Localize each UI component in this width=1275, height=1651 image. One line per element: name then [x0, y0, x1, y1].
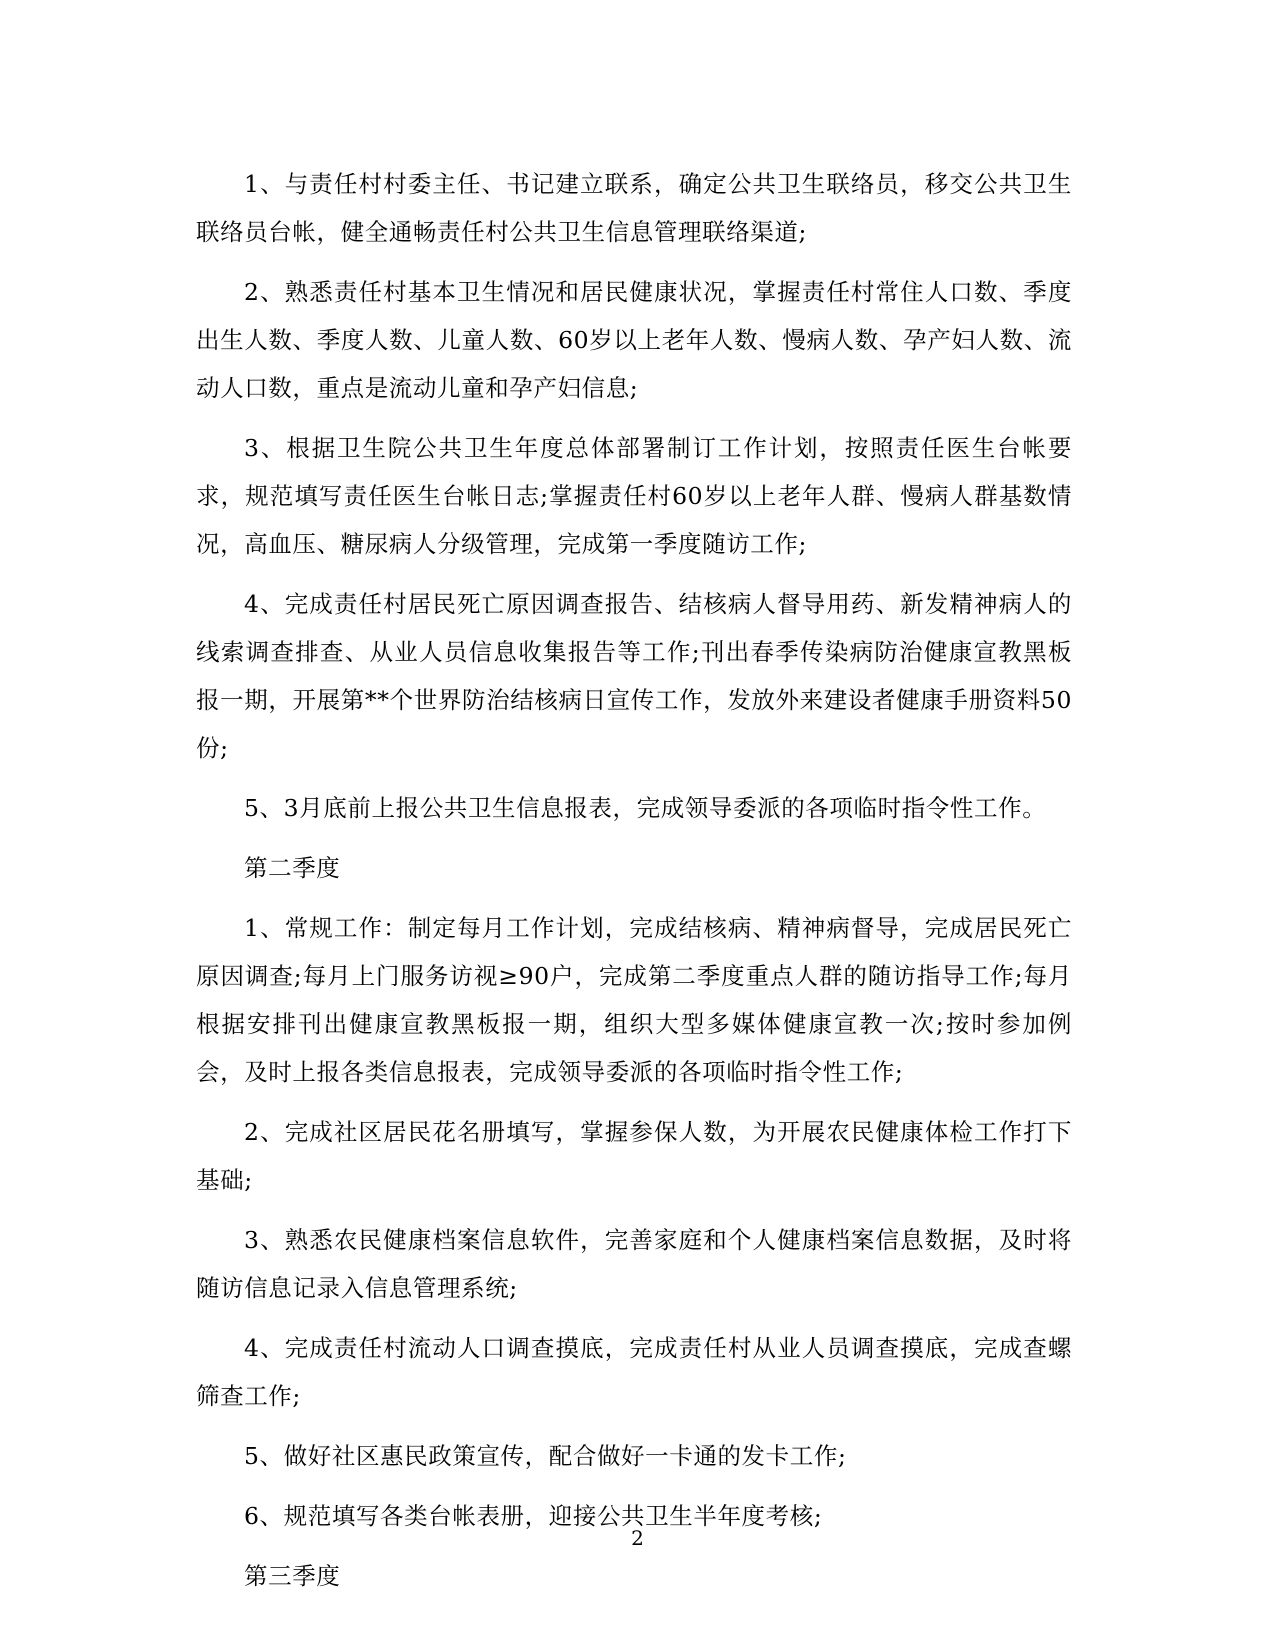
- paragraph-q1-item-5: 5、3月底前上报公共卫生信息报表，完成领导委派的各项临时指令性工作。: [244, 794, 1047, 822]
- paragraph-q1-item-2: 2、熟悉责任村基本卫生情况和居民健康状况，掌握责任村常住人口数、季度出生人数、季度人数、儿童人数、60岁以上老年人数、慢病人数、孕产妇人数、流动人口数，重点是流动儿童和孕产妇信息;: [196, 278, 1072, 402]
- page-number: 2: [631, 1526, 644, 1550]
- paragraph-q2-item-4: 4、完成责任村流动人口调查摸底，完成责任村从业人员调查摸底，完成查螺筛查工作;: [196, 1334, 1072, 1410]
- document-body: [196, 160, 1072, 1612]
- section-heading-q2: 第二季度: [244, 854, 341, 882]
- paragraph-q2-item-1: 1、常规工作：制定每月工作计划，完成结核病、精神病督导，完成居民死亡原因调查;每月上门服务访视≥90户，完成第二季度重点人群的随访指导工作;每月根据安排刊出健康宣教黑板报一期，组织大型多媒体健康宣教一次;按时参加例会，及时上报各类信息报表，完成领导委派的各项临时指令性工作;: [196, 914, 1072, 1086]
- section-heading-q3: 第三季度: [244, 1562, 341, 1590]
- paragraph-q1-item-4: 4、完成责任村居民死亡原因调查报告、结核病人督导用药、新发精神病人的线索调查排查、从业人员信息收集报告等工作;刊出春季传染病防治健康宣教黑板报一期，开展第**个世界防治结核病日宣传工作，发放外来建设者健康手册资料50份;: [196, 590, 1072, 762]
- paragraph-q1-item-3: 3、根据卫生院公共卫生年度总体部署制订工作计划，按照责任医生台帐要求，规范填写责任医生台帐日志;掌握责任村60岁以上老年人群、慢病人群基数情况，高血压、糖尿病人分级管理，完成第一季度随访工作;: [196, 434, 1072, 558]
- paragraph-q2-item-2: 2、完成社区居民花名册填写，掌握参保人数，为开展农民健康体检工作打下基础;: [196, 1118, 1072, 1194]
- paragraph-q1-item-1: 1、与责任村村委主任、书记建立联系，确定公共卫生联络员，移交公共卫生联络员台帐，健全通畅责任村公共卫生信息管理联络渠道;: [196, 170, 1072, 246]
- paragraph-q2-item-5: 5、做好社区惠民政策宣传，配合做好一卡通的发卡工作;: [244, 1442, 847, 1470]
- paragraph-q2-item-6: 6、规范填写各类台帐表册，迎接公共卫生半年度考核;: [244, 1502, 823, 1530]
- paragraph-q2-item-3: 3、熟悉农民健康档案信息软件，完善家庭和个人健康档案信息数据，及时将随访信息记录入信息管理系统;: [196, 1226, 1072, 1302]
